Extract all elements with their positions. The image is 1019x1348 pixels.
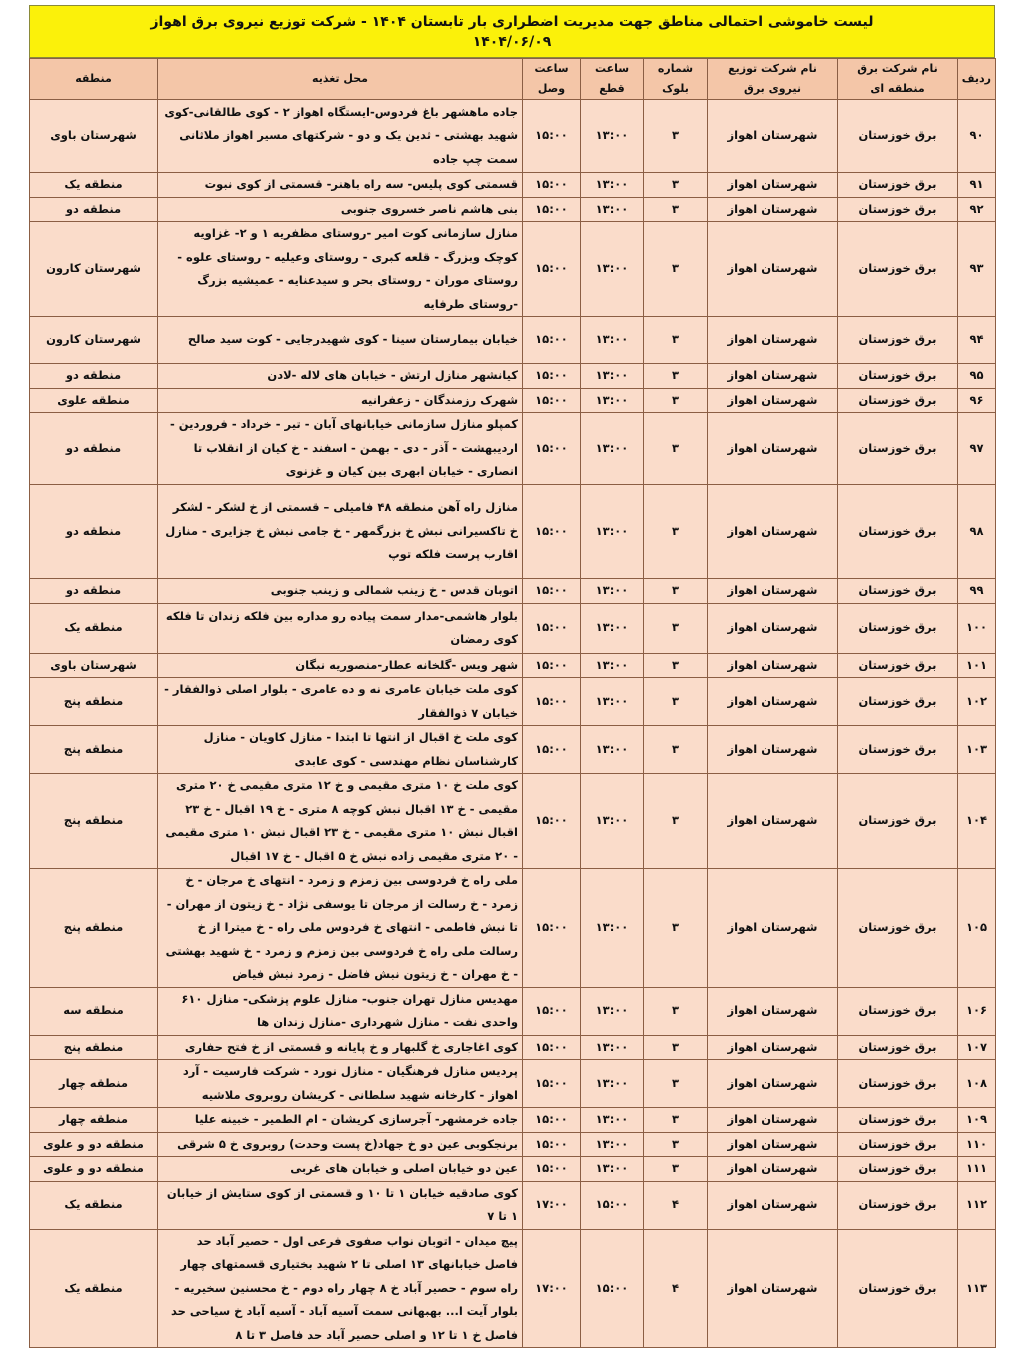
cell-connect-time: ۱۵:۰۰ (523, 1035, 581, 1060)
cell-feed-location: خیابان بیمارستان سینا - کوی شهیدرجایی - کوت سید صالح (158, 317, 523, 364)
cell-regional-company: برق خوزستان (838, 388, 958, 413)
cell-zone: منطقه پنج (30, 1035, 158, 1060)
cell-connect-time: ۱۵:۰۰ (523, 413, 581, 485)
cell-row-number: ۱۰۳ (958, 726, 996, 774)
cell-block-number: ۳ (644, 1060, 708, 1108)
table-row (30, 579, 996, 604)
cell-zone: منطقه دو (30, 364, 158, 389)
table-row (30, 1132, 996, 1157)
cell-row-number: ۱۰۷ (958, 1035, 996, 1060)
cell-regional-company: برق خوزستان (838, 774, 958, 869)
header-zone: منطقه (30, 59, 158, 100)
cell-row-number: ۹۹ (958, 579, 996, 604)
cell-cut-time: ۱۳:۰۰ (581, 388, 644, 413)
cell-distribution-company: شهرستان اهواز (708, 1060, 838, 1108)
header-regional-company: نام شرکت برق منطقه ای (838, 59, 958, 100)
cell-row-number: ۹۱ (958, 173, 996, 198)
cell-regional-company: برق خوزستان (838, 1108, 958, 1133)
cell-connect-time: ۱۵:۰۰ (523, 869, 581, 988)
cell-block-number: ۳ (644, 678, 708, 726)
cell-block-number: ۳ (644, 1035, 708, 1060)
cell-row-number: ۹۶ (958, 388, 996, 413)
cell-row-number: ۱۱۱ (958, 1157, 996, 1182)
table-row (30, 1060, 996, 1108)
cell-connect-time: ۱۵:۰۰ (523, 1060, 581, 1108)
cell-zone: منطقه دو (30, 197, 158, 222)
cell-distribution-company: شهرستان اهواز (708, 485, 838, 579)
cell-feed-location: کوی صادقیه خیابان ۱ تا ۱۰ و قسمتی از کوی ستایش از خیابان ۱ تا ۷ (158, 1181, 523, 1229)
cell-feed-location: بلوار هاشمی-مدار سمت پیاده رو مداره بین فلکه زندان تا فلکه کوی رمضان (158, 603, 523, 653)
cell-distribution-company: شهرستان اهواز (708, 197, 838, 222)
cell-feed-location: اتوبان قدس - خ زینب شمالی و زینب جنوبی (158, 579, 523, 604)
cell-block-number: ۳ (644, 1132, 708, 1157)
table-row (30, 603, 996, 653)
cell-block-number: ۳ (644, 1157, 708, 1182)
cell-zone: منطقه دو (30, 485, 158, 579)
cell-row-number: ۹۵ (958, 364, 996, 389)
cell-connect-time: ۱۵:۰۰ (523, 726, 581, 774)
cell-connect-time: ۱۵:۰۰ (523, 774, 581, 869)
cell-feed-location: شهرک رزمندگان - زعفرانیه (158, 388, 523, 413)
table-row (30, 485, 996, 579)
cell-feed-location: کوی ملت خ اقبال از انتها تا ابتدا - منازل کاویان - منازل کارشناسان نظام مهندسی - کوی عابدی (158, 726, 523, 774)
table-row (30, 678, 996, 726)
cell-distribution-company: شهرستان اهواز (708, 726, 838, 774)
cell-cut-time: ۱۳:۰۰ (581, 774, 644, 869)
cell-cut-time: ۱۳:۰۰ (581, 317, 644, 364)
cell-row-number: ۱۰۶ (958, 987, 996, 1035)
cell-block-number: ۳ (644, 579, 708, 604)
cell-distribution-company: شهرستان اهواز (708, 100, 838, 173)
cell-cut-time: ۱۳:۰۰ (581, 1035, 644, 1060)
cell-zone: شهرستان کارون (30, 317, 158, 364)
table-row (30, 388, 996, 413)
cell-connect-time: ۱۵:۰۰ (523, 197, 581, 222)
cell-block-number: ۳ (644, 653, 708, 678)
cell-feed-location: شهر ویس -گلخانه عطار-منصوریه نبگان (158, 653, 523, 678)
cell-distribution-company: شهرستان اهواز (708, 869, 838, 988)
cell-block-number: ۳ (644, 388, 708, 413)
cell-zone: شهرستان کارون (30, 222, 158, 317)
table-row (30, 173, 996, 198)
cell-cut-time: ۱۳:۰۰ (581, 678, 644, 726)
cell-block-number: ۳ (644, 726, 708, 774)
cell-cut-time: ۱۳:۰۰ (581, 1108, 644, 1133)
cell-regional-company: برق خوزستان (838, 173, 958, 198)
cell-cut-time: ۱۳:۰۰ (581, 1157, 644, 1182)
cell-block-number: ۳ (644, 364, 708, 389)
cell-cut-time: ۱۳:۰۰ (581, 222, 644, 317)
cell-connect-time: ۱۵:۰۰ (523, 678, 581, 726)
cell-zone: منطقه چهار (30, 1060, 158, 1108)
cell-feed-location: کیانشهر منازل ارتش - خیابان های لاله -لادن (158, 364, 523, 389)
cell-zone: منطقه یک (30, 173, 158, 198)
cell-row-number: ۹۴ (958, 317, 996, 364)
cell-regional-company: برق خوزستان (838, 1060, 958, 1108)
cell-cut-time: ۱۳:۰۰ (581, 653, 644, 678)
cell-cut-time: ۱۳:۰۰ (581, 485, 644, 579)
cell-regional-company: برق خوزستان (838, 579, 958, 604)
cell-block-number: ۳ (644, 317, 708, 364)
cell-zone: شهرستان باوی (30, 653, 158, 678)
table-row (30, 413, 996, 485)
header-block-number: شماره بلوک (644, 59, 708, 100)
cell-zone: منطقه سه (30, 987, 158, 1035)
cell-block-number: ۳ (644, 869, 708, 988)
cell-zone: منطقه یک (30, 1181, 158, 1229)
cell-block-number: ۳ (644, 774, 708, 869)
cell-connect-time: ۱۵:۰۰ (523, 579, 581, 604)
cell-block-number: ۳ (644, 173, 708, 198)
table-row (30, 222, 996, 317)
cell-distribution-company: شهرستان اهواز (708, 603, 838, 653)
cell-cut-time: ۱۳:۰۰ (581, 100, 644, 173)
cell-block-number: ۳ (644, 603, 708, 653)
cell-regional-company: برق خوزستان (838, 222, 958, 317)
cell-feed-location: برنجکوبی عین دو خ جهاد(خ پست وحدت) روبروی خ ۵ شرقی (158, 1132, 523, 1157)
cell-zone: منطقه یک (30, 603, 158, 653)
cell-feed-location: پیچ میدان - اتوبان نواب صفوی فرعی اول - حصیر آباد حد فاصل خیابانهای ۱۳ اصلی تا ۲ شهید بختیاری قسمتهای چهار راه سوم - حصیر آباد خ ۸ چهار راه دوم - خ محسنین سخیریه - بلوار آیت ا... بهبهانی سمت آسیه آباد - آسیه آباد خ سیاحی حد فاصل خ ۱ تا ۱۲ و اصلی حصیر آباد حد فاصل ۳ تا ۸ (158, 1229, 523, 1348)
cell-connect-time: ۱۵:۰۰ (523, 100, 581, 173)
header-connect-time: ساعت وصل (523, 59, 581, 100)
cell-feed-location: پردیس منازل فرهنگیان - منازل نورد - شرکت فارسیت - آرد اهواز - کارخانه شهید سلطانی - کریشان روبروی ملاشیه (158, 1060, 523, 1108)
cell-zone: منطقه پنج (30, 869, 158, 988)
cell-zone: منطقه دو (30, 579, 158, 604)
cell-row-number: ۱۰۲ (958, 678, 996, 726)
document-date: ۱۴۰۴/۰۶/۰۹ (472, 33, 552, 50)
cell-row-number: ۹۰ (958, 100, 996, 173)
table-row (30, 100, 996, 173)
document-title: لیست خاموشی احتمالی مناطق جهت مدیریت اضطراری بار تابستان ۱۴۰۴ - شرکت توزیع نیروی برق اهواز (150, 13, 874, 30)
cell-connect-time: ۱۵:۰۰ (523, 603, 581, 653)
cell-regional-company: برق خوزستان (838, 653, 958, 678)
cell-block-number: ۴ (644, 1229, 708, 1348)
document-page (29, 5, 995, 1342)
cell-distribution-company: شهرستان اهواز (708, 1181, 838, 1229)
table-row (30, 1035, 996, 1060)
cell-connect-time: ۱۵:۰۰ (523, 653, 581, 678)
cell-row-number: ۱۱۰ (958, 1132, 996, 1157)
cell-connect-time: ۱۵:۰۰ (523, 173, 581, 198)
cell-distribution-company: شهرستان اهواز (708, 388, 838, 413)
cell-feed-location: جاده ماهشهر باغ فردوس-ایستگاه اهواز ۲ - کوی طالقانی-کوی شهید بهشتی - ثدین یک و دو - شرکتهای مسیر اهواز ملاثانی سمت چپ جاده (158, 100, 523, 173)
table-row (30, 987, 996, 1035)
table-row (30, 1181, 996, 1229)
cell-distribution-company: شهرستان اهواز (708, 678, 838, 726)
cell-cut-time: ۱۳:۰۰ (581, 869, 644, 988)
cell-regional-company: برق خوزستان (838, 413, 958, 485)
cell-cut-time: ۱۳:۰۰ (581, 987, 644, 1035)
cell-distribution-company: شهرستان اهواز (708, 579, 838, 604)
cell-feed-location: بنی هاشم ناصر خسروی جنوبی (158, 197, 523, 222)
cell-cut-time: ۱۳:۰۰ (581, 1060, 644, 1108)
cell-distribution-company: شهرستان اهواز (708, 173, 838, 198)
table-row (30, 1229, 996, 1348)
cell-feed-location: کوی ملت خیابان عامری نه و ده عامری - بلوار اصلی ذوالفقار - خیابان ۷ ذوالفقار (158, 678, 523, 726)
table-row (30, 869, 996, 988)
cell-regional-company: برق خوزستان (838, 1229, 958, 1348)
cell-zone: منطقه پنج (30, 774, 158, 869)
cell-block-number: ۳ (644, 485, 708, 579)
cell-block-number: ۴ (644, 1181, 708, 1229)
cell-feed-location: کوی اغاجاری خ گلبهار و خ پایانه و قسمتی از خ فتح حفاری (158, 1035, 523, 1060)
cell-block-number: ۳ (644, 987, 708, 1035)
header-row (30, 59, 996, 100)
cell-feed-location: عین دو خیابان اصلی و خیابان های غربی (158, 1157, 523, 1182)
cell-row-number: ۱۰۸ (958, 1060, 996, 1108)
cell-zone: منطقه چهار (30, 1108, 158, 1133)
cell-feed-location: کمپلو منازل سازمانی خیابانهای آبان - تیر - خرداد - فروردین - اردیبهشت - آذر - دی - بهمن - اسفند - خ کیان از انقلاب تا انصاری - خیابان ابهری بین کیان و غزنوی (158, 413, 523, 485)
cell-cut-time: ۱۳:۰۰ (581, 1132, 644, 1157)
table-row (30, 653, 996, 678)
cell-row-number: ۱۰۰ (958, 603, 996, 653)
cell-row-number: ۱۰۹ (958, 1108, 996, 1133)
cell-cut-time: ۱۳:۰۰ (581, 413, 644, 485)
cell-block-number: ۳ (644, 413, 708, 485)
cell-distribution-company: شهرستان اهواز (708, 1035, 838, 1060)
cell-row-number: ۱۱۳ (958, 1229, 996, 1348)
table-row (30, 1157, 996, 1182)
cell-connect-time: ۱۵:۰۰ (523, 1157, 581, 1182)
cell-distribution-company: شهرستان اهواز (708, 987, 838, 1035)
cell-cut-time: ۱۳:۰۰ (581, 364, 644, 389)
cell-row-number: ۱۱۲ (958, 1181, 996, 1229)
cell-connect-time: ۱۵:۰۰ (523, 1108, 581, 1133)
cell-feed-location: مهدیس منازل تهران جنوب- منازل علوم پزشکی- منازل ۶۱۰ واحدی نفت - منازل شهرداری -منازل زندان ها (158, 987, 523, 1035)
table-body (30, 100, 996, 1348)
cell-regional-company: برق خوزستان (838, 678, 958, 726)
cell-row-number: ۹۷ (958, 413, 996, 485)
cell-regional-company: برق خوزستان (838, 1035, 958, 1060)
cell-feed-location: منازل راه آهن منطقه ۴۸ فامیلی – قسمتی از خ لشکر - لشکر خ تاکسیرانی نبش خ بزرگمهر - خ جامی نبش خ جزایری - منازل اقارب پرست فلکه توپ (158, 485, 523, 579)
header-cut-time: ساعت قطع (581, 59, 644, 100)
outage-table (29, 58, 996, 1348)
cell-row-number: ۹۲ (958, 197, 996, 222)
cell-distribution-company: شهرستان اهواز (708, 317, 838, 364)
cell-connect-time: ۱۵:۰۰ (523, 364, 581, 389)
cell-zone: منطقه پنج (30, 726, 158, 774)
cell-distribution-company: شهرستان اهواز (708, 413, 838, 485)
cell-feed-location: ملی راه خ فردوسی بین زمزم و زمرد - انتهای خ مرجان - خ زمرد - خ رسالت از مرجان تا یوسفی نژاد - خ زیتون از مهران - تا نبش فاطمی - انتهای خ فردوس ملی راه - خ میترا از خ رسالت ملی راه خ فردوسی بین زمزم و زمرد - خ شهید بهشتی - خ مهران - خ زیتون نبش فاضل - زمرد نبش فیاض (158, 869, 523, 988)
cell-row-number: ۱۰۴ (958, 774, 996, 869)
cell-distribution-company: شهرستان اهواز (708, 653, 838, 678)
cell-cut-time: ۱۳:۰۰ (581, 726, 644, 774)
cell-cut-time: ۱۵:۰۰ (581, 1229, 644, 1348)
cell-feed-location: کوی ملت خ ۱۰ متری مقیمی و خ ۱۲ متری مقیمی خ ۲۰ متری مقیمی - خ ۱۳ اقبال نبش کوچه ۸ متری - خ ۱۹ اقبال - خ ۲۳ اقبال نبش ۱۰ متری مقیمی - خ ۲۳ اقبال نبش ۱۰ متری مقیمی - ۲۰ متری مقیمی زاده نبش خ ۵ اقبال - خ ۱۷ اقبال (158, 774, 523, 869)
cell-cut-time: ۱۳:۰۰ (581, 603, 644, 653)
cell-distribution-company: شهرستان اهواز (708, 1108, 838, 1133)
cell-block-number: ۳ (644, 100, 708, 173)
cell-block-number: ۳ (644, 197, 708, 222)
cell-zone: منطقه پنج (30, 678, 158, 726)
cell-distribution-company: شهرستان اهواز (708, 1132, 838, 1157)
cell-cut-time: ۱۵:۰۰ (581, 1181, 644, 1229)
cell-distribution-company: شهرستان اهواز (708, 1229, 838, 1348)
cell-regional-company: برق خوزستان (838, 485, 958, 579)
cell-regional-company: برق خوزستان (838, 1157, 958, 1182)
cell-distribution-company: شهرستان اهواز (708, 1157, 838, 1182)
cell-regional-company: برق خوزستان (838, 1132, 958, 1157)
cell-cut-time: ۱۳:۰۰ (581, 197, 644, 222)
cell-connect-time: ۱۵:۰۰ (523, 388, 581, 413)
cell-cut-time: ۱۳:۰۰ (581, 579, 644, 604)
cell-zone: منطقه علوی (30, 388, 158, 413)
cell-feed-location: منازل سازمانی کوت امیر -روستای مظفریه ۱ و ۲- غزاویه کوچک وبزرگ - قلعه کبری - روستای وعیلیه - روستای علوه - روستای موران - روستای بحر و سیدعنایه - عمیشیه بزرگ -روستای طرفایه (158, 222, 523, 317)
table-row (30, 317, 996, 364)
cell-connect-time: ۱۵:۰۰ (523, 1132, 581, 1157)
cell-zone: شهرستان باوی (30, 100, 158, 173)
cell-zone: منطقه دو و علوی (30, 1157, 158, 1182)
header-row-number: ردیف (958, 59, 996, 100)
table-row (30, 1108, 996, 1133)
cell-feed-location: جاده خرمشهر- آجرسازی کریشان - ام الطمیر - خبینه علیا (158, 1108, 523, 1133)
cell-regional-company: برق خوزستان (838, 100, 958, 173)
cell-feed-location: قسمتی کوی پلیس- سه راه باهنر- قسمتی از کوی نبوت (158, 173, 523, 198)
cell-zone: منطقه دو (30, 413, 158, 485)
cell-regional-company: برق خوزستان (838, 603, 958, 653)
cell-connect-time: ۱۵:۰۰ (523, 987, 581, 1035)
cell-zone: منطقه یک (30, 1229, 158, 1348)
cell-distribution-company: شهرستان اهواز (708, 364, 838, 389)
cell-distribution-company: شهرستان اهواز (708, 222, 838, 317)
cell-zone: منطقه دو و علوی (30, 1132, 158, 1157)
cell-connect-time: ۱۵:۰۰ (523, 317, 581, 364)
cell-connect-time: ۱۷:۰۰ (523, 1181, 581, 1229)
cell-regional-company: برق خوزستان (838, 317, 958, 364)
cell-distribution-company: شهرستان اهواز (708, 774, 838, 869)
table-row (30, 197, 996, 222)
table-row (30, 364, 996, 389)
cell-regional-company: برق خوزستان (838, 987, 958, 1035)
table-row (30, 774, 996, 869)
cell-row-number: ۹۳ (958, 222, 996, 317)
cell-row-number: ۱۰۱ (958, 653, 996, 678)
cell-block-number: ۳ (644, 1108, 708, 1133)
header-distribution-company: نام شرکت توزیع نیروی برق (708, 59, 838, 100)
cell-cut-time: ۱۳:۰۰ (581, 173, 644, 198)
cell-regional-company: برق خوزستان (838, 364, 958, 389)
cell-regional-company: برق خوزستان (838, 869, 958, 988)
header-feed-location: محل تغذیه (158, 59, 523, 100)
cell-connect-time: ۱۵:۰۰ (523, 222, 581, 317)
cell-regional-company: برق خوزستان (838, 197, 958, 222)
cell-regional-company: برق خوزستان (838, 726, 958, 774)
cell-regional-company: برق خوزستان (838, 1181, 958, 1229)
cell-block-number: ۳ (644, 222, 708, 317)
title-banner (29, 5, 995, 58)
cell-row-number: ۹۸ (958, 485, 996, 579)
cell-connect-time: ۱۷:۰۰ (523, 1229, 581, 1348)
table-row (30, 726, 996, 774)
cell-row-number: ۱۰۵ (958, 869, 996, 988)
cell-connect-time: ۱۵:۰۰ (523, 485, 581, 579)
